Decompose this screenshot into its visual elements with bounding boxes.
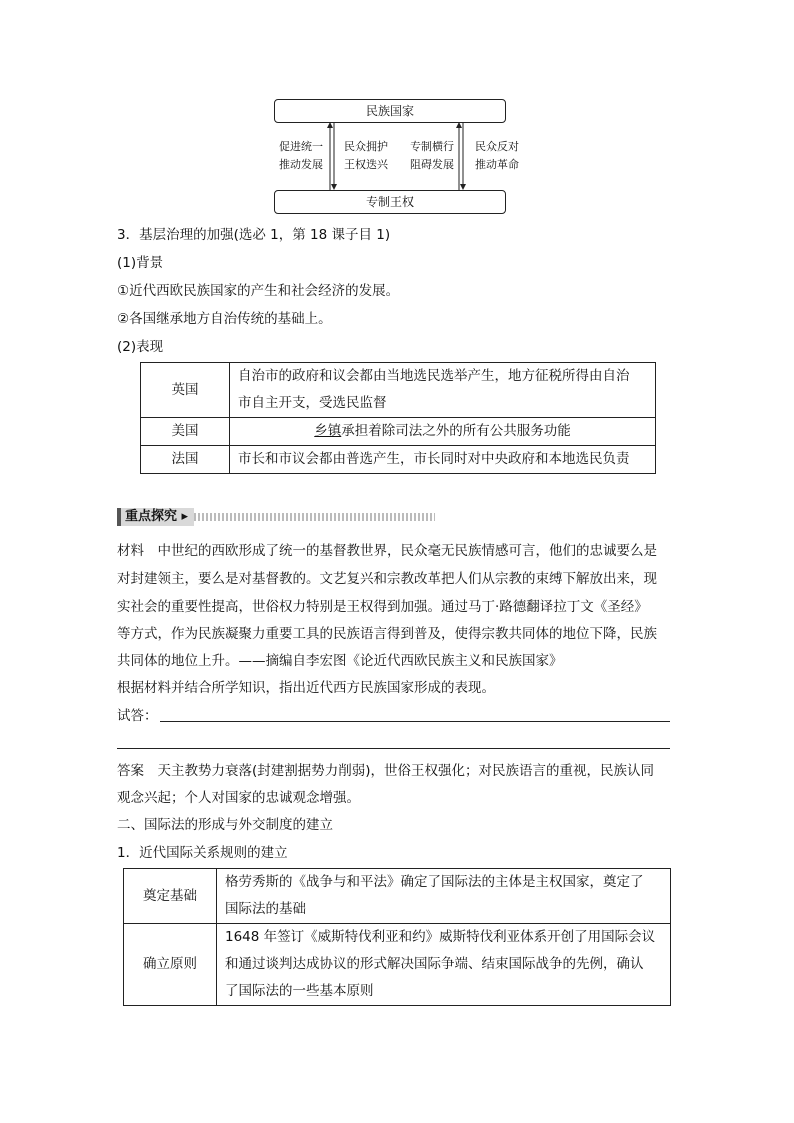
- section-two-sub1: 1．近代国际关系规则的建立: [117, 845, 288, 861]
- description-cell: 自治市的政府和议会都由当地选民选举产生，地方征税所得由自治 市自主开支，受选民监督: [230, 363, 656, 418]
- label-cell: 奠定基础: [124, 869, 217, 924]
- absolute-monarchy-box: 专制王权: [274, 190, 506, 214]
- background-item-1: ①近代西欧民族国家的产生和社会经济的发展。: [117, 283, 400, 299]
- diagram-label-4: 民众反对 推动革命: [475, 140, 519, 171]
- answer-line-text: 观念兴起；个人对国家的忠诚观念增强。: [117, 790, 360, 806]
- country-cell: 英国: [141, 363, 230, 418]
- material-line: 共同体的地位上升。——摘编自李宏图《论近代西欧民族主义和民族国家》: [117, 653, 563, 669]
- answer-line-text: 答案 天主教势力衰落(封建割据势力削弱)，世俗王权强化；对民族语言的重视，民族认同: [117, 763, 655, 779]
- nation-state-box: 民族国家: [274, 99, 506, 123]
- table-row: [124, 924, 671, 1006]
- content-cell: 格劳秀斯的《战争与和平法》确定了国际法的主体是主权国家，奠定了 国际法的基础: [217, 869, 671, 924]
- content-cell: 1648 年签订《威斯特伐利亚和约》威斯特伐利亚体系开创了用国际会议 和通过谈判达成协议的形式解决国际争端、结束国际战争的先例，确认 了国际法的一些基本原则: [217, 924, 671, 1006]
- material-line: 对封建领主，要么是对基督教的。文艺复兴和宗教改革把人们从宗教的束缚下解放出来，现: [117, 571, 657, 587]
- banner-label: 重点探究 ▸: [117, 508, 194, 526]
- section3-heading: 3．基层治理的加强(选必 1，第 18 课子目 1): [117, 227, 391, 243]
- description-cell: 乡镇承担着除司法之外的所有公共服务功能: [230, 418, 656, 446]
- country-cell: 美国: [141, 418, 230, 446]
- material-line: 材料 中世纪的西欧形成了统一的基督教世界，民众毫无民族情感可言，他们的忠诚要么是: [117, 543, 657, 559]
- answer-line-1[interactable]: [160, 721, 670, 722]
- diagram-label-1: 促进统一 推动发展: [279, 140, 323, 171]
- country-cell: 法国: [141, 446, 230, 474]
- table-row: [124, 869, 671, 924]
- international-law-table: [123, 868, 671, 1006]
- table-row: [141, 446, 656, 474]
- underlined-term: 乡镇: [314, 423, 342, 439]
- background-item-2: ②各国继承地方自治传统的基础上。: [117, 311, 332, 327]
- performance-heading: (2)表现: [117, 339, 164, 355]
- banner-rule: [194, 513, 435, 521]
- answer-line-2[interactable]: [117, 748, 670, 749]
- try-label: 试答：: [117, 708, 158, 724]
- question: 根据材料并结合所学知识，指出近代西方民族国家形成的表现。: [117, 680, 495, 696]
- material-line: 等方式，作为民族凝聚力重要工具的民族语言得到普及，使得宗教共同体的地位下降，民族: [117, 626, 657, 642]
- section-two-heading: 二、国际法的形成与外交制度的建立: [117, 817, 333, 833]
- governance-table: [140, 362, 656, 474]
- label-cell: 确立原则: [124, 924, 217, 1006]
- material-line: 实社会的重要性提高，世俗权力特别是王权得到加强。通过马丁·路德翻译拉丁文《圣经》: [117, 599, 648, 615]
- table-row: [141, 363, 656, 418]
- description-cell: 市长和市议会都由普选产生，市长同时对中央政府和本地选民负责: [230, 446, 656, 474]
- background-heading: (1)背景: [117, 255, 164, 271]
- diagram-label-3: 专制横行 阻碍发展: [410, 140, 454, 171]
- diagram-label-2: 民众拥护 王权迭兴: [344, 140, 388, 171]
- focus-banner: [117, 508, 435, 526]
- table-row: [141, 418, 656, 446]
